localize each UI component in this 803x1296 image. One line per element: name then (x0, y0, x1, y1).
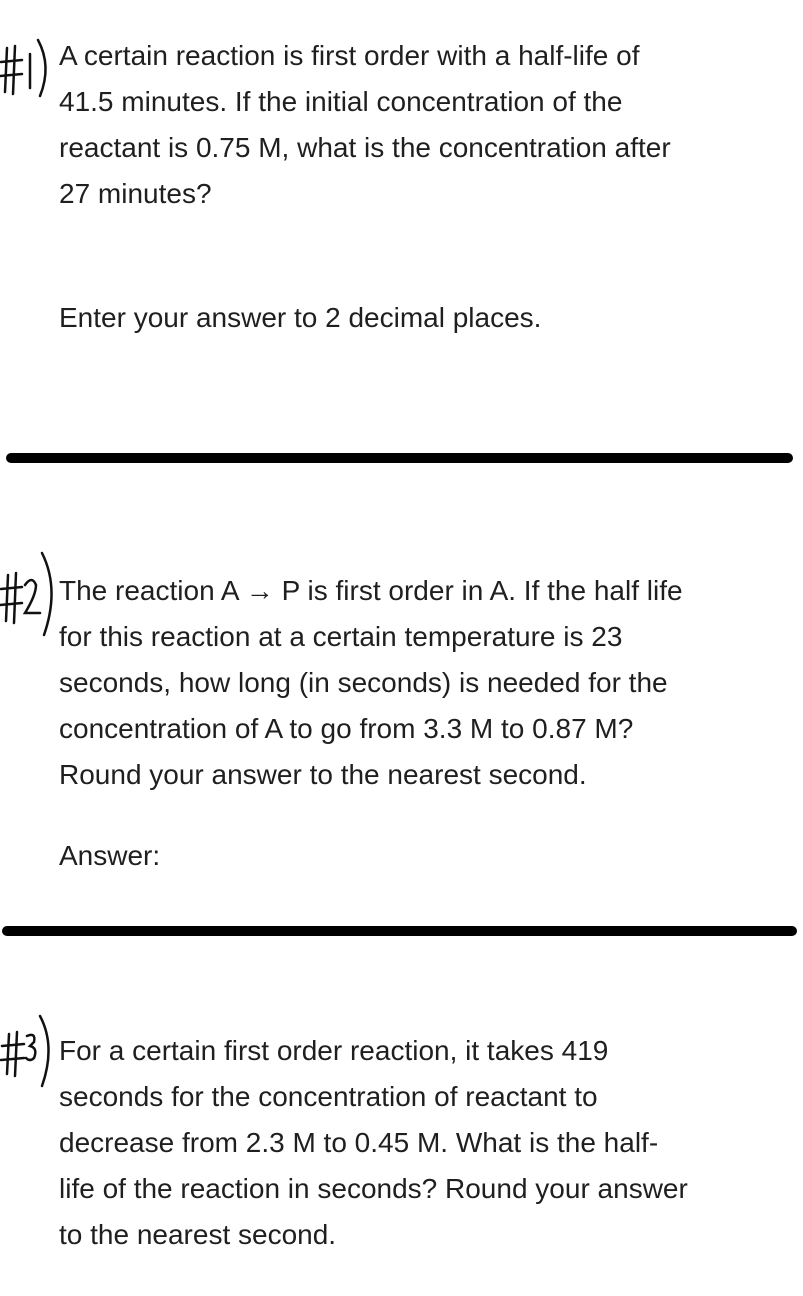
question-3-text (59, 1028, 688, 1258)
question-2-line: The reaction A → P is first order in A. If the half life (59, 575, 683, 606)
question-3-line: For a certain first order reaction, it takes 419 (59, 1035, 609, 1066)
handwritten-question-2-marker (0, 545, 60, 655)
question-2-text (59, 568, 683, 798)
question-1-line: reactant is 0.75 M, what is the concentration after (59, 132, 671, 163)
question-1-line: 41.5 minutes. If the initial concentration of the (59, 86, 623, 117)
question-3-line: seconds for the concentration of reactant to (59, 1081, 598, 1112)
section-divider (2, 926, 797, 936)
question-2-line: for this reaction at a certain temperature is 23 (59, 621, 623, 652)
question-3-line: life of the reaction in seconds? Round your answer (59, 1173, 688, 1204)
section-divider (6, 453, 793, 463)
answer-label: Answer: (59, 840, 161, 871)
question-3-line: to the nearest second. (59, 1219, 337, 1250)
handwritten-question-3-marker (0, 1008, 60, 1108)
question-1-line: A certain reaction is first order with a half-life of (59, 40, 640, 71)
question-1-text (59, 33, 671, 217)
question-1-line: 27 minutes? (59, 178, 212, 209)
handwritten-question-1-marker (0, 30, 60, 130)
question-2-line: concentration of A to go from 3.3 M to 0.87 M? (59, 713, 634, 744)
question-3-line: decrease from 2.3 M to 0.45 M. What is the half- (59, 1127, 659, 1158)
question-2-line: seconds, how long (in seconds) is needed for the (59, 667, 668, 698)
question-2-line: Round your answer to the nearest second. (59, 759, 587, 790)
question-1-instruction: Enter your answer to 2 decimal places. (59, 302, 542, 333)
